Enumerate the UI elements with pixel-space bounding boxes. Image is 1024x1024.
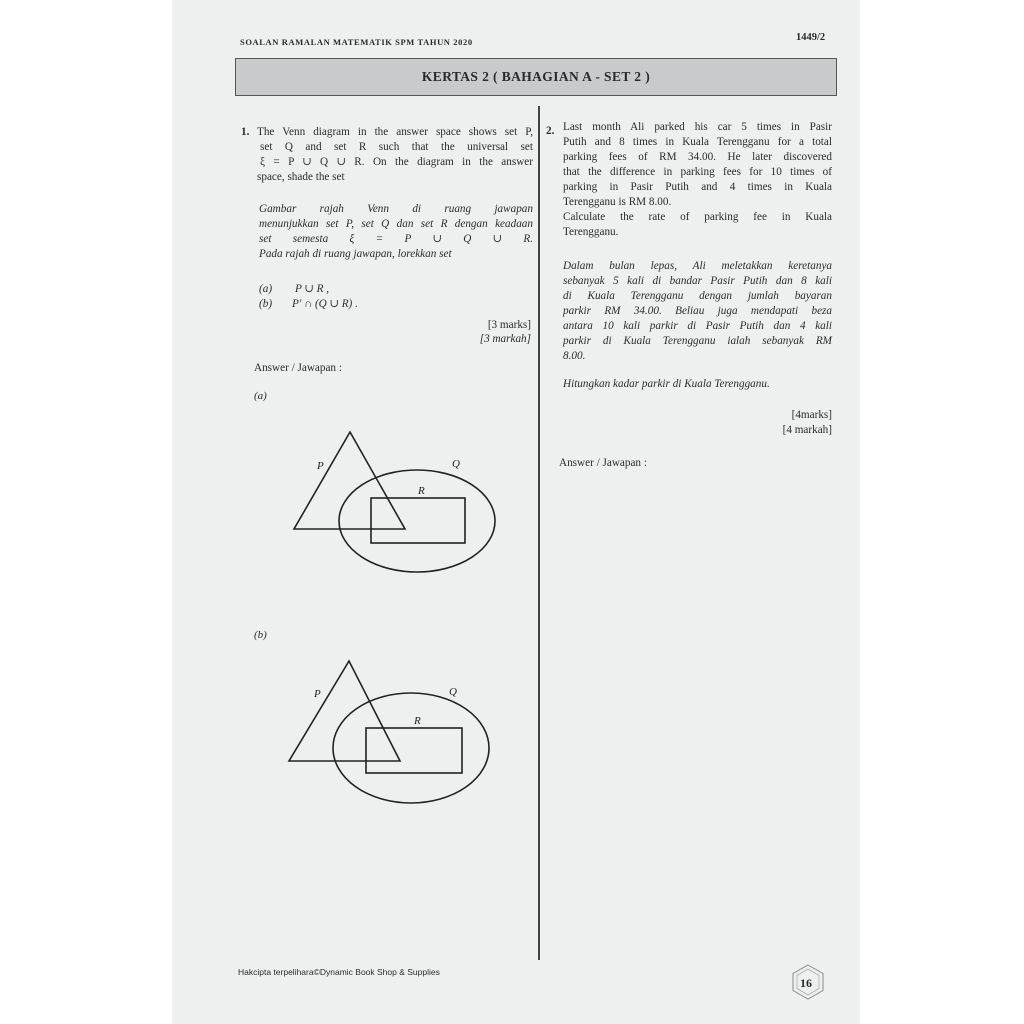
paper-code: 1449/2: [796, 32, 826, 43]
q2-en-line: Terengganu is RM 8.00.: [563, 196, 672, 208]
q2-ms-line: parkir di Kuala Terengganu ialah sebanyak RM: [563, 335, 832, 347]
set-r-rectangle: [366, 728, 462, 773]
q1-part-b-label: (b): [259, 298, 273, 310]
q1-ms-line: Gambar rajah Venn di ruang jawapan: [259, 203, 533, 215]
q2-ms-line: Dalam bulan lepas, Ali meletakkan keretanya: [563, 260, 832, 272]
set-p-label: P: [317, 460, 324, 472]
q2-malay-task: Hitungkan kadar parkir di Kuala Terengganu.: [563, 378, 770, 390]
q1-marks-ms: [3 markah]: [479, 333, 531, 345]
q1-part-a-label: (a): [259, 283, 273, 295]
q1-en-line: ξ = P ∪ Q ∪ R. On the diagram in the answer: [260, 156, 533, 168]
set-q-ellipse: [333, 693, 489, 803]
q1-part-b-expr: P′ ∩ (Q ∪ R) .: [292, 298, 358, 310]
column-divider: [538, 106, 540, 960]
set-p-label: P: [314, 688, 321, 700]
q1-en-line: The Venn diagram in the answer space shows set P,: [257, 126, 533, 138]
page-number: 16: [800, 976, 812, 990]
q2-en-line: parking in Pasir Putih and 4 times in Kuala: [563, 181, 832, 193]
q1-english-text: [257, 125, 533, 185]
q2-ms-line: antara 10 kali parkir di Pasir Putih dan 4 kali: [563, 320, 832, 332]
q2-answer-label: Answer / Jawapan :: [559, 457, 647, 469]
q1-malay-text: [259, 202, 533, 262]
q1-ms-line: set semesta ξ = P ∪ Q ∪ R.: [259, 233, 533, 245]
q1-answer-label: Answer / Jawapan :: [254, 362, 342, 374]
venn-diagram-a: [285, 425, 500, 575]
q2-english-text: [563, 120, 832, 240]
q1-ms-line: Pada rajah di ruang jawapan, lorekkan set: [259, 248, 452, 260]
q2-ms-line: parkir RM 34.00. Beliau juga mendapati beza: [563, 305, 832, 317]
q2-number: 2.: [546, 125, 555, 137]
q1-en-line: set Q and set R such that the universal set: [260, 141, 533, 153]
section-banner: KERTAS 2 ( BAHAGIAN A - SET 2 ): [235, 58, 837, 96]
q1-en-line: space, shade the set: [257, 171, 345, 183]
q2-ms-line: di Kuala Terengganu dengan jumlah bayaran: [563, 290, 832, 302]
set-r-label: R: [414, 715, 421, 727]
q2-en-line: Putih and 8 times in Kuala Terengganu for a total: [563, 136, 832, 148]
set-r-rectangle: [371, 498, 465, 543]
set-p-triangle: [294, 432, 405, 529]
q2-marks-en: [4marks]: [791, 409, 832, 421]
series-title: SOALAN RAMALAN MATEMATIK SPM TAHUN 2020: [240, 37, 473, 47]
set-q-label: Q: [449, 686, 457, 698]
q2-marks-ms: [4 markah]: [782, 424, 832, 436]
q2-ms-line: 8.00.: [563, 350, 586, 362]
q1-number: 1.: [241, 126, 250, 138]
diagram-b-label: (b): [254, 629, 267, 641]
venn-diagram-b: [283, 655, 498, 805]
q1-part-a-expr: P ∪ R ,: [295, 283, 330, 295]
q2-en-line: that the difference in parking fees for 10 times of: [563, 166, 832, 178]
q1-ms-line: menunjukkan set P, set Q dan set R dengan keadaan: [259, 218, 533, 230]
diagram-a-label: (a): [254, 390, 267, 402]
q2-malay-text: [563, 259, 832, 364]
q1-marks-en: [3 marks]: [487, 319, 531, 331]
q2-en-line: Last month Ali parked his car 5 times in Pasir: [563, 121, 832, 133]
q2-en-line: parking fees of RM 34.00. He later discovered: [563, 151, 832, 163]
q2-en-line: Calculate the rate of parking fee in Kuala: [563, 211, 832, 223]
set-q-label: Q: [452, 458, 460, 470]
set-r-label: R: [418, 485, 425, 497]
set-p-triangle: [289, 661, 400, 761]
copyright-notice: Hakcipta terpelihara©Dynamic Book Shop & Supplies: [238, 967, 440, 977]
q2-ms-line: sebanyak 5 kali di bandar Pasir Putih dan 8 kali: [563, 275, 832, 287]
set-q-ellipse: [339, 470, 495, 572]
q2-en-line: Terengganu.: [563, 226, 619, 238]
